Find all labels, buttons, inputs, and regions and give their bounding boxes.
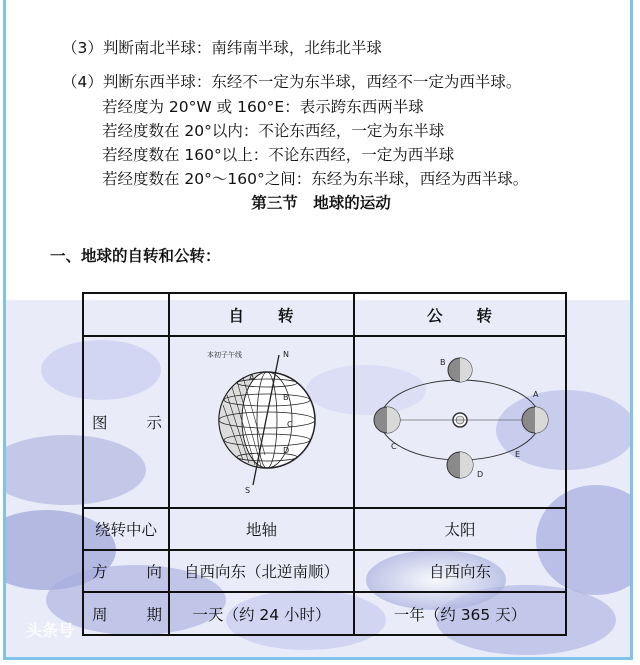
svg-text:S: S <box>244 486 250 495</box>
svg-text:C: C <box>391 442 397 451</box>
row-label-center: 绕转中心 <box>83 508 169 550</box>
text-line-east-west: （4）判断东西半球：东经不一定为东半球，西经不一定为西半球。 <box>62 73 522 91</box>
rotation-center-value: 地轴 <box>169 508 354 550</box>
row-label-period: 周 期 <box>83 592 169 635</box>
table-row-center <box>83 508 566 550</box>
svg-text:D: D <box>282 446 289 455</box>
revolution-direction-value: 自西向东 <box>354 550 566 592</box>
svg-text:B: B <box>282 393 288 402</box>
meridian-label: 本初子午线 <box>206 351 242 359</box>
rotation-diagram-cell <box>169 336 354 508</box>
subsection-heading: 一、地球的自转和公转： <box>50 247 221 265</box>
svg-text:D: D <box>477 470 484 479</box>
watermark: 头条号 <box>26 621 75 640</box>
table-corner-cell <box>83 293 169 336</box>
table-header-row <box>83 293 566 336</box>
svg-text:B: B <box>440 358 446 367</box>
revolution-center-value: 太阳 <box>354 508 566 550</box>
rotation-direction-value: 自西向东（北逆南顺） <box>169 550 354 592</box>
text-line-rule-4: 若经度数在 20°～160°之间：东经为东半球，西经为西半球。 <box>102 170 529 188</box>
svg-text:A: A <box>248 373 254 382</box>
comparison-table <box>82 292 567 636</box>
row-label-direction: 方 向 <box>83 550 169 592</box>
svg-text:N: N <box>282 350 289 359</box>
text-line-rule-1: 若经度为 20°W 或 160°E：表示跨东西两半球 <box>102 98 424 116</box>
rotation-period-value: 一天（约 24 小时） <box>169 592 354 635</box>
svg-text:E: E <box>515 450 521 459</box>
page-frame <box>3 0 633 660</box>
section-title: 第三节 地球的运动 <box>251 194 391 212</box>
revolution-diagram-cell <box>354 336 566 508</box>
svg-text:C: C <box>286 420 293 429</box>
rotation-globe-diagram <box>187 345 337 495</box>
text-line-rule-2: 若经度数在 20°以内：不论东西经，一定为东半球 <box>102 122 445 140</box>
table-row-direction <box>83 550 566 592</box>
table-row-period <box>83 592 566 635</box>
col-header-rotation: 自 转 <box>169 293 354 336</box>
text-line-north-south: （3）判断南北半球：南纬南半球，北纬北半球 <box>62 39 382 57</box>
col-header-revolution: 公 转 <box>354 293 566 336</box>
row-label-diagram: 图 示 <box>83 336 169 508</box>
text-line-rule-3: 若经度数在 160°以上：不论东西经，一定为西半球 <box>102 146 455 164</box>
revolution-orbit-diagram <box>365 345 555 495</box>
table-row-diagram <box>83 336 566 508</box>
revolution-period-value: 一年（约 365 天） <box>354 592 566 635</box>
svg-text:A: A <box>533 390 539 399</box>
